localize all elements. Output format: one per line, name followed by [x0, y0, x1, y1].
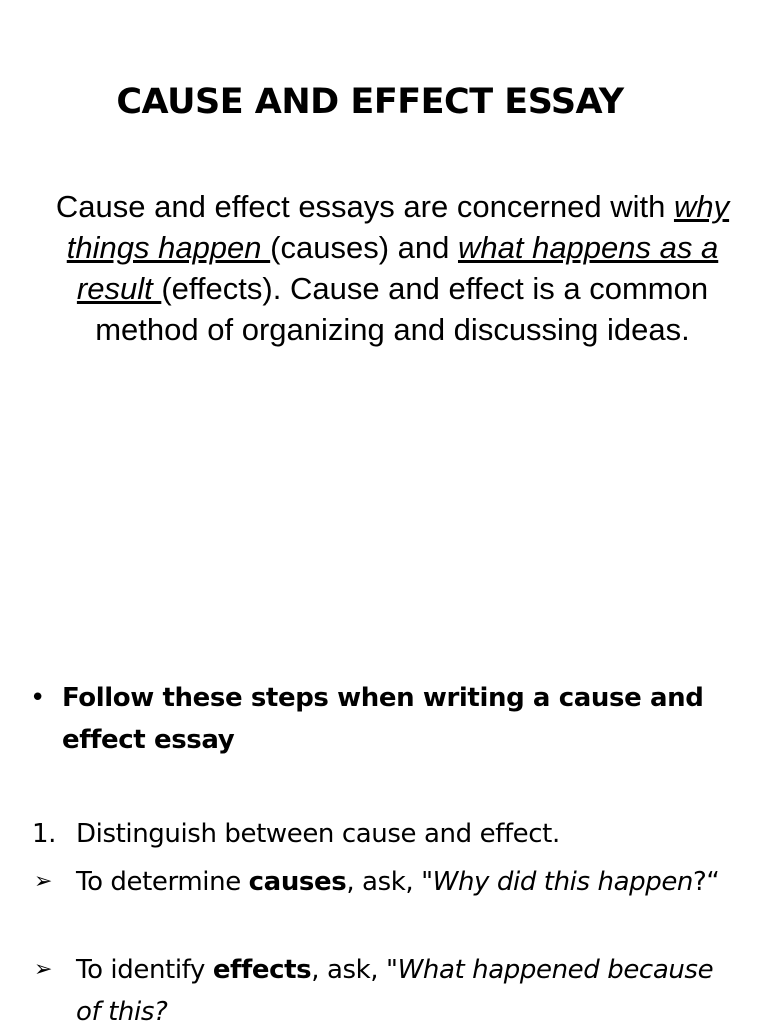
sub-point-causes: [34, 861, 744, 903]
sub-text-pre: To identify: [76, 955, 213, 985]
sub-point-text: [76, 949, 744, 1033]
sub-text-mid: , ask, ": [346, 867, 433, 897]
step-text: Distinguish between cause and effect.: [76, 819, 560, 849]
sub-text-italic: Why did this happen: [432, 867, 694, 897]
sub-text-mid: , ask, ": [311, 955, 398, 985]
sub-point-text: [76, 861, 720, 903]
bullet-item: [30, 677, 740, 761]
sub-point-effects: [34, 949, 744, 1033]
intro-paragraph: [40, 186, 745, 350]
sub-text-bold: effects: [212, 955, 312, 985]
sub-text-pre: To determine: [76, 867, 249, 897]
page-title: CAUSE AND EFFECT ESSAY: [116, 82, 624, 122]
bullet-text: Follow these steps when writing a cause and effect essay: [62, 683, 704, 755]
intro-text-1: Cause and effect essays are concerned with: [55, 189, 674, 224]
sub-text-bold: causes: [248, 867, 347, 897]
step-number: 1.: [32, 819, 57, 849]
sub-text-italic: What happened because of this?: [76, 955, 714, 1027]
arrow-bullet-icon: ➢: [34, 869, 53, 894]
intro-text-3: (effects). Cause and effect is a common method of organizing and discussing ideas.: [95, 271, 709, 347]
sub-text-post: ?“: [693, 867, 720, 897]
intro-emphasis-effects: what happens as a result: [76, 230, 719, 306]
arrow-bullet-icon: ➢: [34, 957, 53, 982]
intro-text-2: (causes) and: [270, 230, 458, 265]
numbered-step-1: [32, 813, 742, 855]
bullet-marker: •: [30, 683, 45, 713]
intro-emphasis-causes: why things happen: [66, 189, 730, 265]
